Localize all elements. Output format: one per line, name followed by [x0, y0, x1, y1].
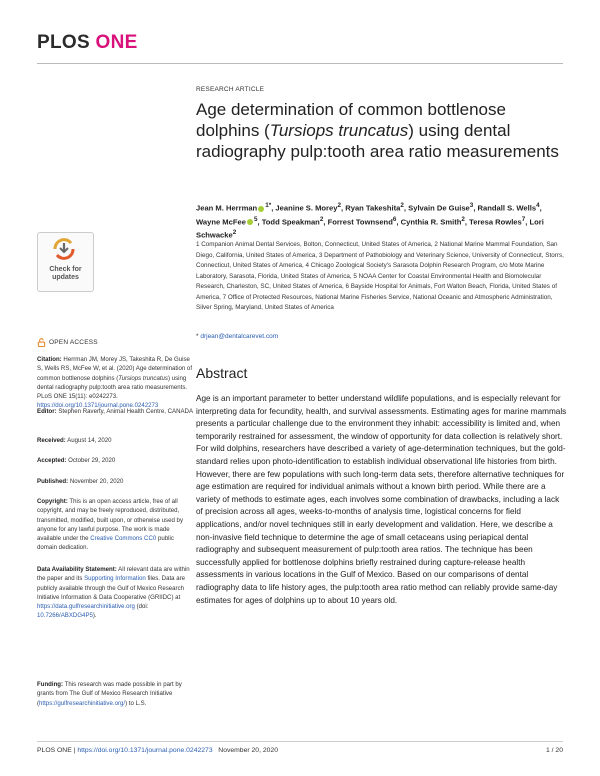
- open-access-label: OPEN ACCESS: [37, 338, 98, 347]
- header-divider: [37, 63, 563, 64]
- data-availability-block: Data Availability Statement: All relevant data are within the paper and its Supporting Information files. Data are publicly available through the Gulf of Mexico Research Initiative Information & Data Cooperative (GRIIDC) at https://data.gulfresearchinitiative.org (doi: 10.7266/ABXDG4P5).: [37, 566, 190, 620]
- author-name: Ryan Takeshita: [345, 203, 401, 213]
- author-affiliation-number: 4: [536, 202, 540, 209]
- author-name: Jeanine S. Morey: [275, 203, 338, 213]
- orcid-icon[interactable]: [258, 206, 264, 212]
- author-name: Randall S. Wells: [477, 203, 537, 213]
- footer-divider: [37, 741, 563, 742]
- journal-logo[interactable]: [37, 32, 138, 54]
- abstract-text: Age is an important parameter to better understand wildlife populations, and is especially relevant for interpreting data for fecundity, health, and survival assessments. Estimating ages for marine mammals presents a particular challenge due to the environment they inhabit: accessibility is limited and, when temporarily restrained for assessment, the window of opportunity for data collection is relatively short. For wild dolphins, researchers have described a variety of age-determination techniques, but the gold-standard relies upon photo-identification to establish individual observational life histories from birth. However, there are few populations with such long-term data sets, therefore alternative techniques for age estimation are required for individual animals without a known birth period. While there are a variety of methods to estimate ages, each involves some combination of drawbacks, including a lack of precision across all ages, weeks-to-months of analysis time, logistical concerns for field applications, and/or novel techniques still in early development and validation. Here, we describe a non-invasive field technique to determine the age of small cetaceans using periapical dental radiography and subsequent measurement of pulp:tooth area ratios. The technique has been successfully applied for bottlenose dolphins briefly restrained during capture-release health assessments in various locations in the Gulf of Mexico. Based on our comparisons of dental radiography data to life history ages, the pulp:tooth area ratio method can reliably provide same-day estimates for ages of dolphins up to about 10 years old.: [196, 394, 567, 605]
- data-doi-link[interactable]: 10.7266/ABXDG4P5: [37, 612, 93, 620]
- author-list: Jean M. Herrman $^{1*}$, Jeanine S. Morey$^2$, Ryan Takeshita$^2$, Sylvain De Guise$^3$, Randall S. Wells$^4$, Wayne McFee $^5$, Todd Speakman$^2$, Forrest Townsend$^6$, Cynthia R. Smith$^2$, Teresa Rowles$^7$, Lori Schwacke$^2$: [196, 202, 544, 240]
- received-block: Received: August 14, 2020: [37, 437, 112, 444]
- affiliations: 1 Companion Animal Dental Services, Bolton, Connecticut, United States of America, 2 National Marine Mammal Foundation, San Diego, California, United States of America, 3 Department of Pathobiology and Veterinary Science, University of Connecticut, Storrs, Connecticut, United States of America, 4 Chicago Zoological Society's Sarasota Dolphin Research Program, c/o Mote Marine Laboratory, Sarasota, Florida, United States of America, 5 NOAA Center for Coastal Environmental Health and Biomolecular Research, Charleston, SC, United States of America, 6 Bayside Hospital for Animals, Fort Walton Beach, Florida, United States of America, 7 Office of Protected Resources, National Marine Fisheries Service, National Oceanic and Atmospheric Administration, Silver Spring, Maryland, United States of America: [196, 241, 564, 311]
- citation-block: Citation: Herrman JM, Morey JS, Takeshita R, De Guise S, Wells RS, McFee W, et al. (2020) Age determination of common bottlenose dolphins (Tursiops truncatus) using dental radiography pulp:tooth area ratio measurements. PLoS ONE 15(11): e0242273. https://doi.org/10.1371/journal.pone.0242273: [37, 356, 193, 410]
- logo-plos: PLOS: [37, 32, 90, 53]
- author-name: Sylvain De Guise: [408, 203, 470, 213]
- editor-block: Editor: Stephen Raverty, Animal Health Centre, CANADA: [37, 408, 194, 415]
- funding-block: Funding: This research was made possible in part by grants from The Gulf of Mexico Research Initiative (https://gulfresearchinitiative.org/) to L.S.: [37, 681, 182, 707]
- corresponding-email: * drjean@dentalcarevet.com: [196, 333, 279, 340]
- author-affiliation-number: 2: [232, 229, 237, 237]
- author-affiliation-number: 6: [392, 215, 397, 223]
- author-affiliation-number: 2: [400, 202, 404, 209]
- citation-doi-link[interactable]: https://doi.org/10.1371/journal.pone.0242273: [37, 402, 159, 410]
- check-for-updates-badge[interactable]: [37, 232, 94, 292]
- author-name: Jean M. Herrman: [196, 203, 258, 213]
- footer-citation: PLOS ONE | https://doi.org/10.1371/journal.pone.0242273 November 20, 2020: [37, 747, 278, 754]
- abstract-heading: Abstract: [196, 365, 248, 381]
- author-name: Lori Schwacke: [196, 217, 544, 240]
- author-name: Forrest Townsend: [327, 217, 393, 227]
- copyright-block: Copyright: This is an open access article, free of all copyright, and may be freely reproduced, distributed, transmitted, modified, built upon, or otherwise used by anyone for any lawful purpose. The work is made available under the Creative Commons CC0 public domain dedication.: [37, 498, 183, 552]
- author-name: Cynthia R. Smith: [400, 217, 462, 227]
- funding-link[interactable]: https://gulfresearchinitiative.org/: [39, 699, 126, 707]
- accepted-block: Accepted: October 29, 2020: [37, 457, 116, 464]
- article-type: RESEARCH ARTICLE: [196, 86, 265, 93]
- author-name: Teresa Rowles: [469, 217, 522, 227]
- published-block: Published: November 20, 2020: [37, 478, 124, 485]
- cc0-link[interactable]: Creative Commons CC0: [90, 535, 157, 543]
- logo-one: ONE: [95, 32, 138, 53]
- author-affiliation-number: 5: [253, 215, 258, 223]
- author-name: Wayne McFee: [196, 217, 246, 227]
- email-link[interactable]: drjean@dentalcarevet.com: [200, 333, 279, 340]
- orcid-icon[interactable]: [247, 219, 253, 225]
- check-updates-icon: [51, 238, 77, 260]
- griidc-link[interactable]: https://data.gulfresearchinitiative.org: [37, 603, 135, 611]
- open-lock-icon: [37, 338, 46, 347]
- author-affiliation-number: 2: [337, 202, 341, 209]
- author-affiliation-number: 2: [319, 215, 324, 223]
- supporting-info-link[interactable]: Supporting Information: [84, 575, 146, 583]
- footer-date: November 20, 2020: [218, 747, 278, 754]
- author-affiliation-number: 2: [461, 215, 465, 223]
- author-affiliation-number: 1*: [265, 202, 272, 209]
- author-name: Todd Speakman: [261, 217, 320, 227]
- author-affiliation-number: 3: [469, 202, 474, 209]
- article-title: Age determination of common bottlenose dolphins (Tursiops truncatus) using dental radiography pulp:tooth area ratio measurements: [196, 100, 559, 161]
- check-updates-label: Check for updates: [49, 266, 82, 281]
- page-number: 1 / 20: [545, 747, 563, 754]
- author-affiliation-number: 7: [521, 215, 526, 223]
- footer-doi-link[interactable]: https://doi.org/10.1371/journal.pone.0242273: [77, 747, 213, 754]
